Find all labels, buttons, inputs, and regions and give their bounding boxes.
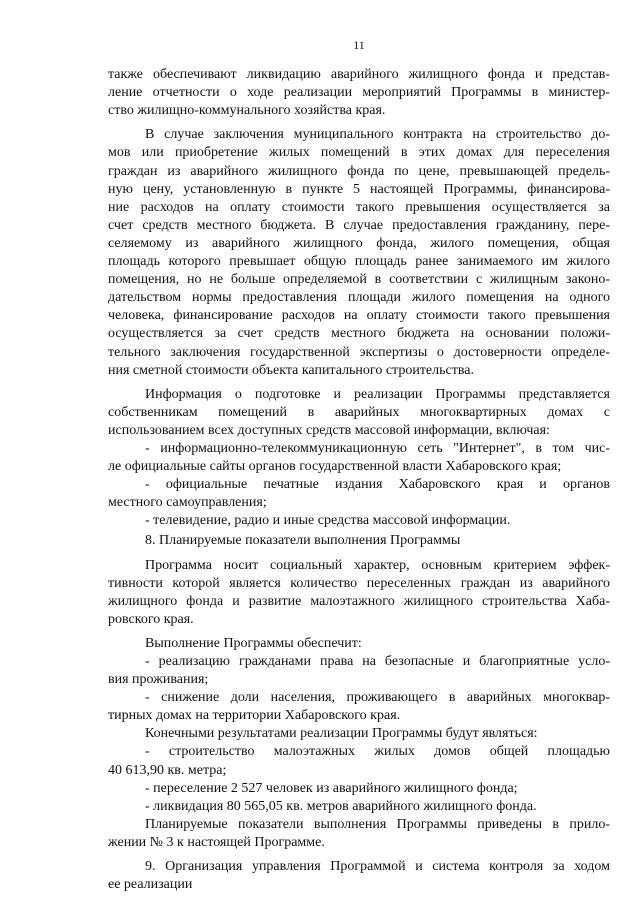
section-9-heading: 9. Организация управления Программой и система контроля за ходом ее реализации xyxy=(108,859,610,893)
paragraph-appendix: Планируемые показатели выполнения Программы приведены в прило- жении № 3 к настоящей Программе. xyxy=(108,816,610,850)
section-8-heading: 8. Планируемые показатели выполнения Программы xyxy=(145,533,461,549)
list-item-share: - снижение доли населения, проживающего в аварийных многоквар- тирных домах на территории Хабаровского края. xyxy=(108,690,610,724)
list-item-print: - официальные печатные издания Хабаровского края и органов местного самоуправления; xyxy=(108,477,610,511)
paragraph-price-excess: В случае заключения муниципального контракта на строительство до- мов или приобретение жилых помещений в этих домах для переселения граждан из аварийного жилищного фонда по цене, превышающей предель- ную цену, установленную в пункте 5 настоящей Программы, финансирова- ние расходов на оплату стоимости такого превышения осуществляется за счет средств местного бюджета. В случае предоставления гражданину, пере- селяемому из аварийного жилищного фонда, жилого помещения, общая площадь которого превышает общую площадь ранее занимаемого им жилого помещения, но не больше определяемой в соответствии с жилищным законо- дательством нормы предоставления площади жилого помещения на одного человека, финансирование расходов на оплату стоимости такого превышения осуществляется за счет средств местного бюджета на основании положи- тельного заключения государственной экспертизы о достоверности определе- ния сметной стоимости объекта капитального строительства. xyxy=(108,127,610,378)
list-item-construction: - строительство малоэтажных жилых домов общей площадью 40 613,90 кв. метра; xyxy=(108,744,610,778)
paragraph-social: Программа носит социальный характер, основным критерием эффек- тивности которой является количество переселенных граждан из аварийного жилищного фонда и развитие малоэтажного жилищного строительства Хаба- ровского края. xyxy=(108,557,610,627)
list-item-resettle: - переселение 2 527 человек из аварийного жилищного фонда; xyxy=(145,780,518,796)
list-item-tv: - телевидение, радио и иные средства массовой информации. xyxy=(145,513,511,529)
page-number: 11 xyxy=(353,38,365,52)
list-item-internet: - информационно-телекоммуникационную сеть "Интернет", в том чис- ле официальные сайты органов государственной власти Хабаровского края; xyxy=(108,440,610,475)
paragraph-results: Конечными результатами реализации Программы будут являться: xyxy=(145,726,538,742)
list-item-liquidate: - ликвидация 80 565,05 кв. метров аварийного жилищного фонда. xyxy=(145,798,537,814)
paragraph-information: Информация о подготовке и реализации Программы представляется собственникам помещений в аварийных многоквартирных домах с использованием всех доступных средств массовой информации, включая: xyxy=(108,386,610,438)
list-item-rights: - реализацию гражданами права на безопасные и благоприятные усло- вия проживания; xyxy=(108,654,610,688)
paragraph-obligations: также обеспечивают ликвидацию аварийного жилищного фонда и представ- ление отчетности о ходе реализации мероприятий Программы в министер- ство жилищно-коммунального хозяйства края. xyxy=(108,67,610,119)
paragraph-ensures: Выполнение Программы обеспечит: xyxy=(145,635,362,651)
